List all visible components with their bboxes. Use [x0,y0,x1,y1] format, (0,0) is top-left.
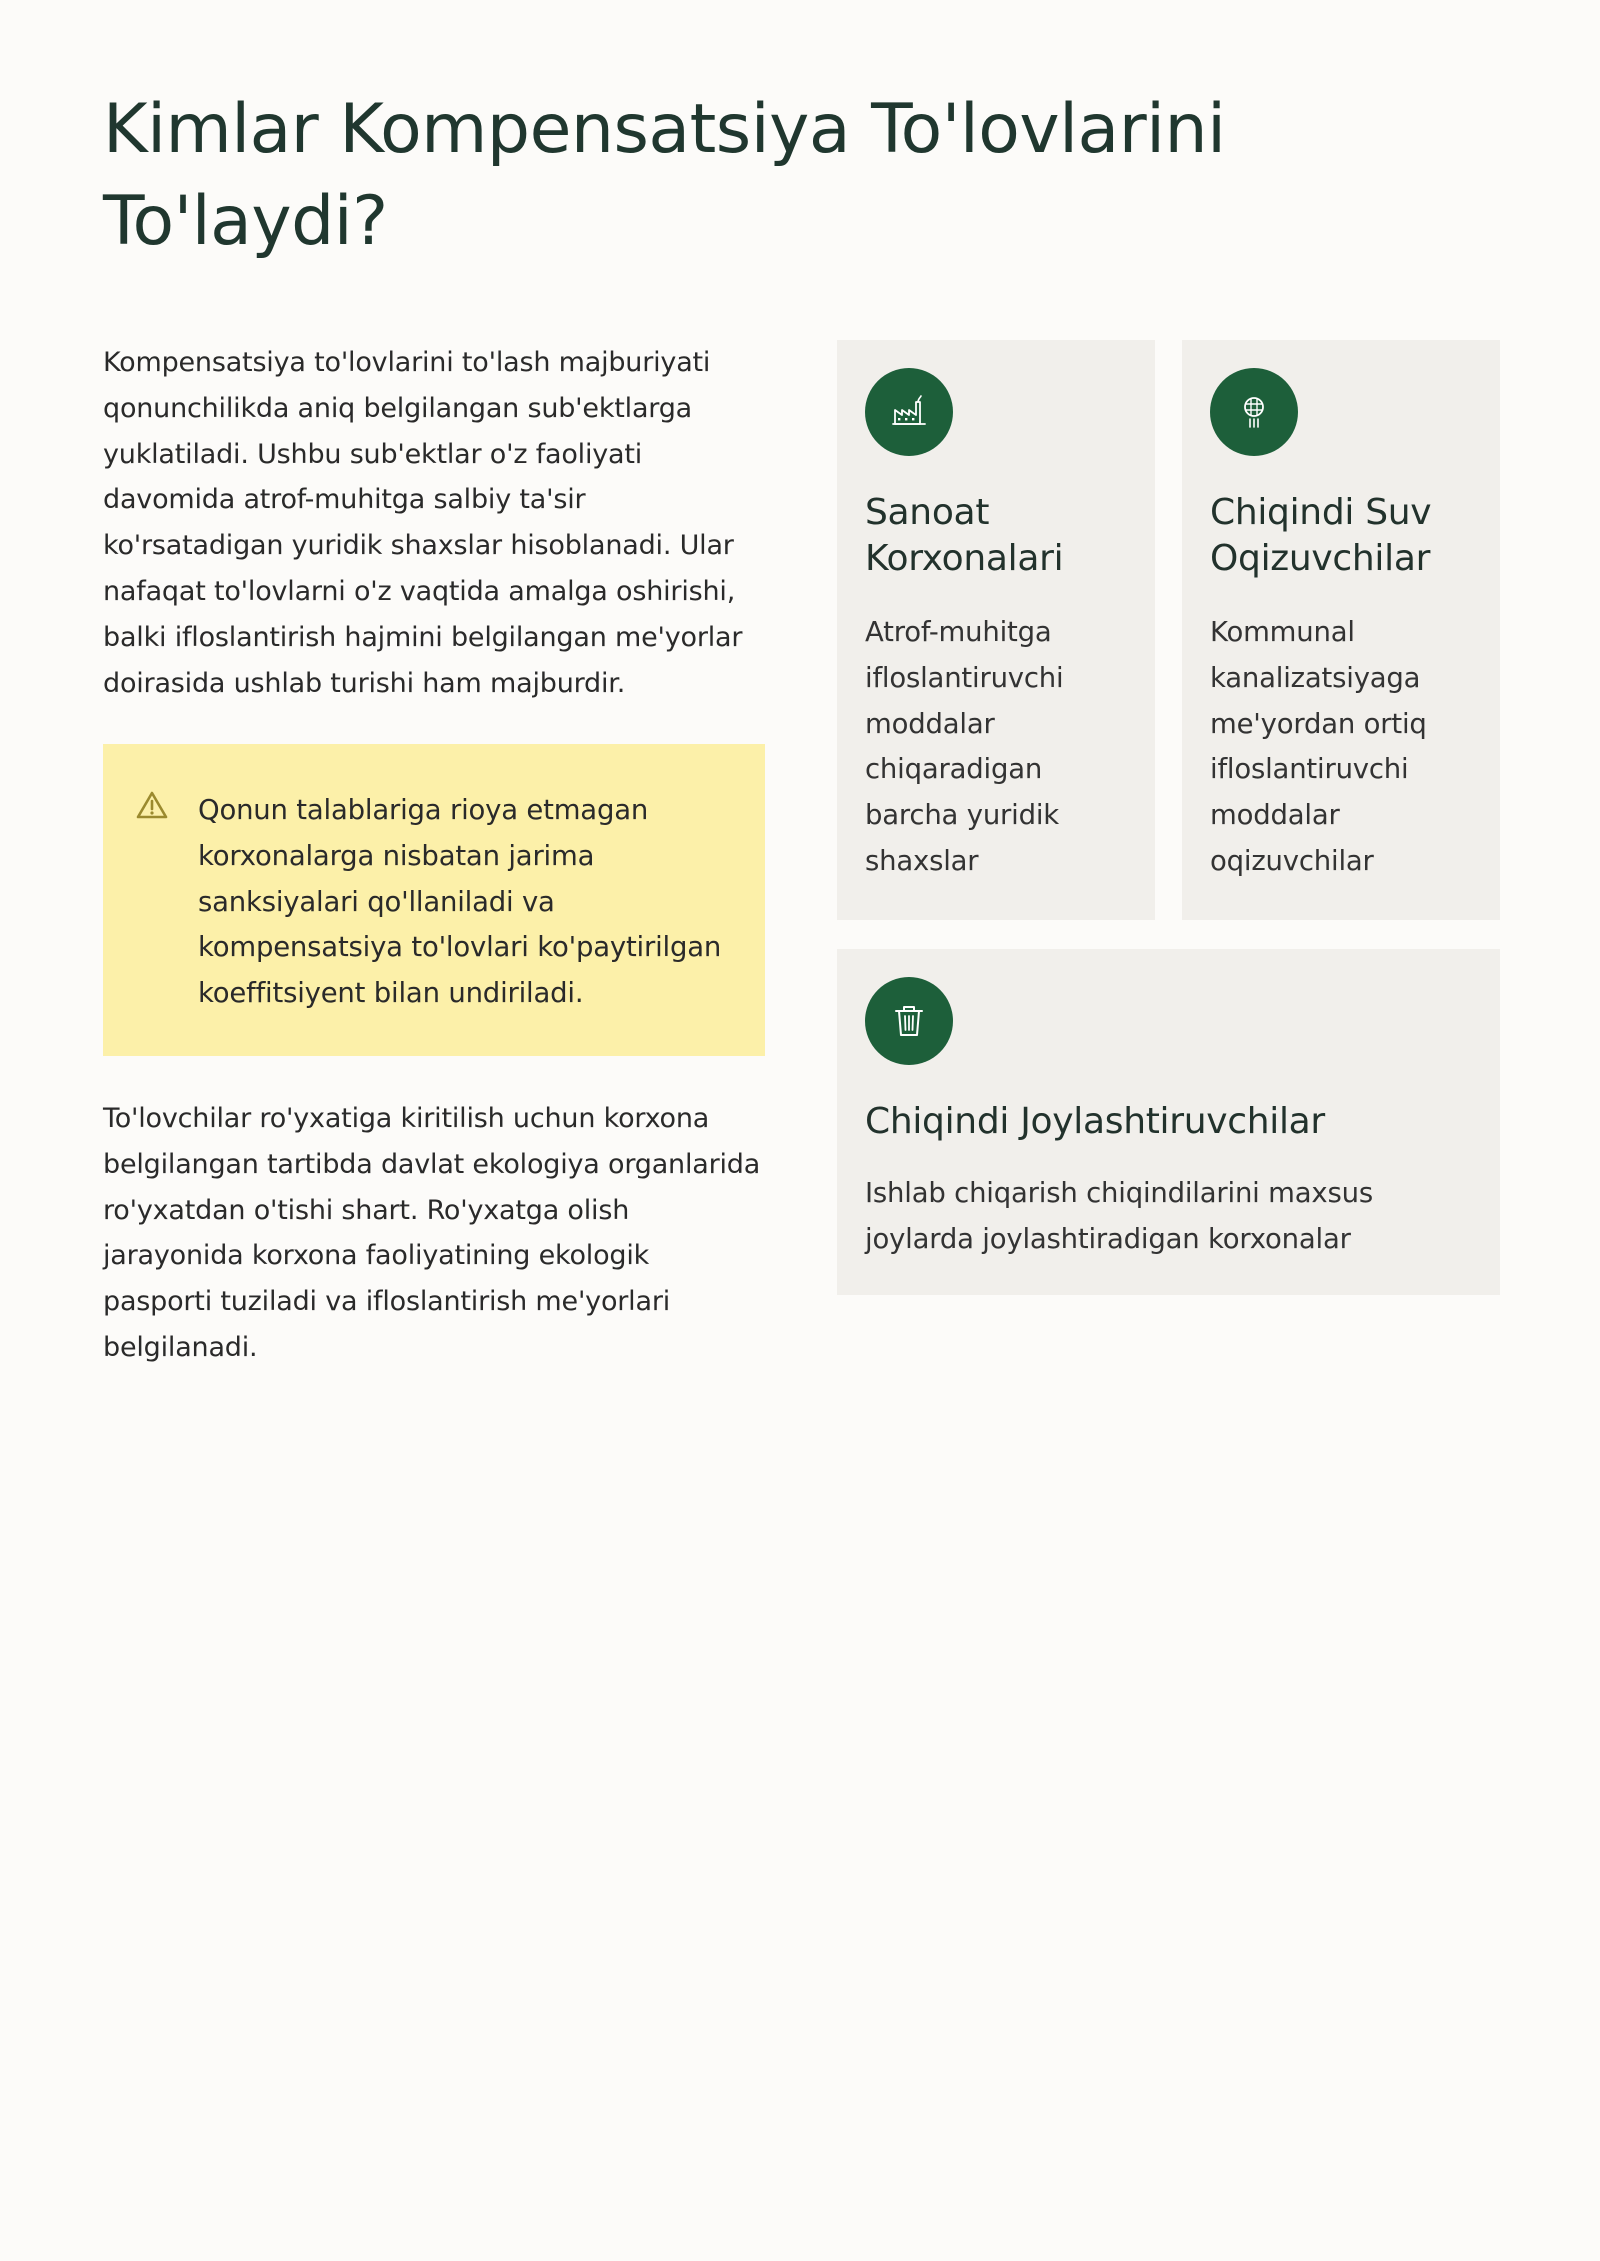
card-waste-placers [837,949,1500,1295]
warning-triangle-icon [135,790,169,820]
water-filter-icon [1234,392,1274,432]
card-industrial-enterprises [837,340,1155,920]
registration-section [103,1096,765,1371]
trash-icon [889,1001,929,1041]
card-icon-badge [865,368,953,456]
card-title: Chiqindi Suv Oqizuvchilar [1210,492,1432,579]
left-column [103,340,765,1363]
card-title: Sanoat Korxonalari [865,492,1064,579]
warning-text: Qonun talablariga rioya etmagan korxonalarga nisbatan jarima sanksiyalari qo'llaniladi va kompensatsiya to'lovlari ko'paytirilgan koeffitsiyent bilan undiriladi. [198,794,722,1010]
card-description: Ishlab chiqarish chiqindilarini maxsus joylarda joylashtiradigan korxonalar [865,1177,1373,1255]
card-icon-badge [1210,368,1298,456]
registration-paragraph: To'lovchilar ro'yxatiga kiritilish uchun korxona belgilangan tartibda davlat ekologiya organlarida ro'yxatdan o'tishi shart. Ro'yxatga olish jarayonida korxona faoliyatining ekologik pasporti tuziladi va ifloslantirish me'yorlari belgilanadi. [103,1103,761,1363]
factory-icon [889,392,929,432]
card-title: Chiqindi Joylashtiruvchilar [865,1101,1325,1142]
card-wastewater-dischargers [1182,340,1500,920]
card-icon-badge [865,977,953,1065]
page-title: Kimlar Kompensatsiya To'lovlarini To'laydi? [103,90,1226,261]
card-description: Kommunal kanalizatsiyaga me'yordan ortiq ifloslantiruvchi moddalar oqizuvchilar [1210,616,1427,877]
warning-callout [103,744,765,1056]
card-description: Atrof-muhitga ifloslantiruvchi moddalar chiqaradigan barcha yuridik shaxslar [865,616,1064,877]
intro-paragraph: Kompensatsiya to'lovlarini to'lash majburiyati qonunchilikda aniq belgilangan sub'ektlarga yuklatiladi. Ushbu sub'ektlar o'z faoliyati davomida atrof-muhitga salbiy ta'sir ko'rsatadigan yuridik shaxslar hisoblanadi. Ular nafaqat to'lovlarni o'z vaqtida amalga oshirishi, balki ifloslantirish hajmini belgilangan me'yorlar doirasida ushlab turishi ham majburdir. [103,347,743,699]
